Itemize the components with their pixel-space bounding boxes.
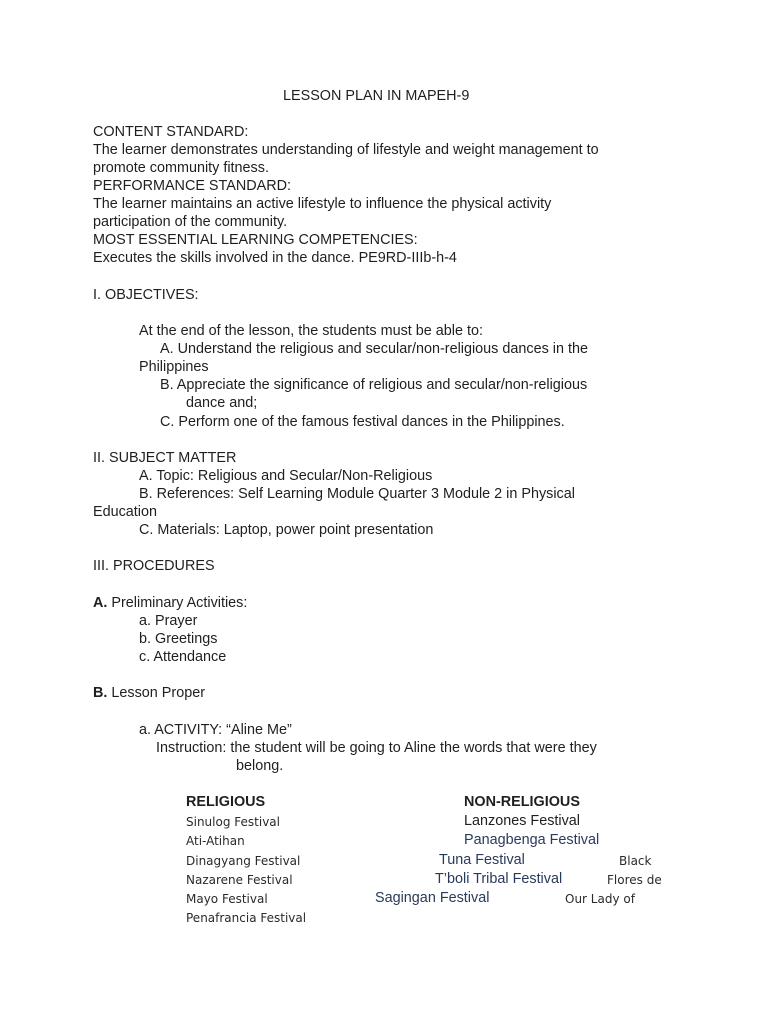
- non-religious-item: Sagingan Festival: [375, 890, 490, 906]
- extra-item: Flores de: [607, 873, 662, 887]
- non-religious-item: Lanzones Festival: [464, 813, 580, 829]
- subject-references-cont: Education: [93, 504, 158, 520]
- melc-heading: MOST ESSENTIAL LEARNING COMPETENCIES:: [93, 232, 418, 248]
- subject-references: B. References: Self Learning Module Quarter 3 Module 2 in Physical: [139, 486, 575, 502]
- objectives-heading: I. OBJECTIVES:: [93, 287, 199, 303]
- subject-matter-heading: II. SUBJECT MATTER: [93, 450, 237, 466]
- lesson-proper-heading: [93, 684, 205, 702]
- content-standard-line: promote community fitness.: [93, 160, 269, 176]
- performance-standard-line: participation of the community.: [93, 214, 288, 230]
- melc-line: Executes the skills involved in the dance. PE9RD-IIIb-h-4: [93, 250, 457, 266]
- preliminary-heading: [93, 594, 247, 612]
- instruction-line-cont: belong.: [236, 758, 284, 774]
- non-religious-item: Panagbenga Festival: [464, 832, 600, 848]
- subject-materials: C. Materials: Laptop, power point presentation: [139, 522, 434, 538]
- extra-item: Black: [619, 854, 652, 868]
- performance-standard-heading: PERFORMANCE STANDARD:: [93, 178, 292, 194]
- preliminary-letter: A.: [93, 595, 108, 611]
- objective-b: B. Appreciate the significance of religious and secular/non-religious: [160, 377, 588, 393]
- religious-item: Ati-Atihan: [186, 834, 245, 848]
- objective-a-cont: Philippines: [139, 359, 209, 375]
- religious-item: Penafrancia Festival: [186, 911, 307, 925]
- religious-header: RELIGIOUS: [186, 794, 266, 810]
- non-religious-item: T’boli Tribal Festival: [435, 871, 563, 887]
- subject-topic: A. Topic: Religious and Secular/Non-Religious: [139, 468, 433, 484]
- preliminary-text: Preliminary Activities:: [107, 595, 248, 611]
- activity-title: a. ACTIVITY: “Aline Me”: [139, 722, 292, 738]
- objective-b-cont: dance and;: [186, 395, 258, 411]
- non-religious-header: NON-RELIGIOUS: [464, 794, 580, 810]
- religious-item: Mayo Festival: [186, 892, 268, 906]
- objective-a: A. Understand the religious and secular/non-religious dances in the: [160, 341, 588, 357]
- objectives-intro: At the end of the lesson, the students must be able to:: [139, 323, 483, 339]
- instruction-line: Instruction: the student will be going to Aline the words that were they: [156, 740, 597, 756]
- preliminary-item: a. Prayer: [139, 613, 198, 629]
- preliminary-item: c. Attendance: [139, 649, 227, 665]
- preliminary-item: b. Greetings: [139, 631, 218, 647]
- lesson-proper-text: Lesson Proper: [107, 685, 205, 701]
- procedures-heading: III. PROCEDURES: [93, 558, 215, 574]
- religious-item: Sinulog Festival: [186, 815, 280, 829]
- performance-standard-line: The learner maintains an active lifestyle to influence the physical activity: [93, 196, 552, 212]
- content-standard-heading: CONTENT STANDARD:: [93, 124, 249, 140]
- religious-item: Dinagyang Festival: [186, 854, 301, 868]
- non-religious-item: Tuna Festival: [439, 852, 525, 868]
- religious-item: Nazarene Festival: [186, 873, 293, 887]
- content-standard-line: The learner demonstrates understanding of lifestyle and weight management to: [93, 142, 599, 158]
- lesson-proper-letter: B.: [93, 685, 108, 701]
- objective-c: C. Perform one of the famous festival dances in the Philippines.: [160, 414, 565, 430]
- extra-item: Our Lady of: [565, 892, 635, 906]
- page-title: LESSON PLAN IN MAPEH-9: [283, 88, 470, 104]
